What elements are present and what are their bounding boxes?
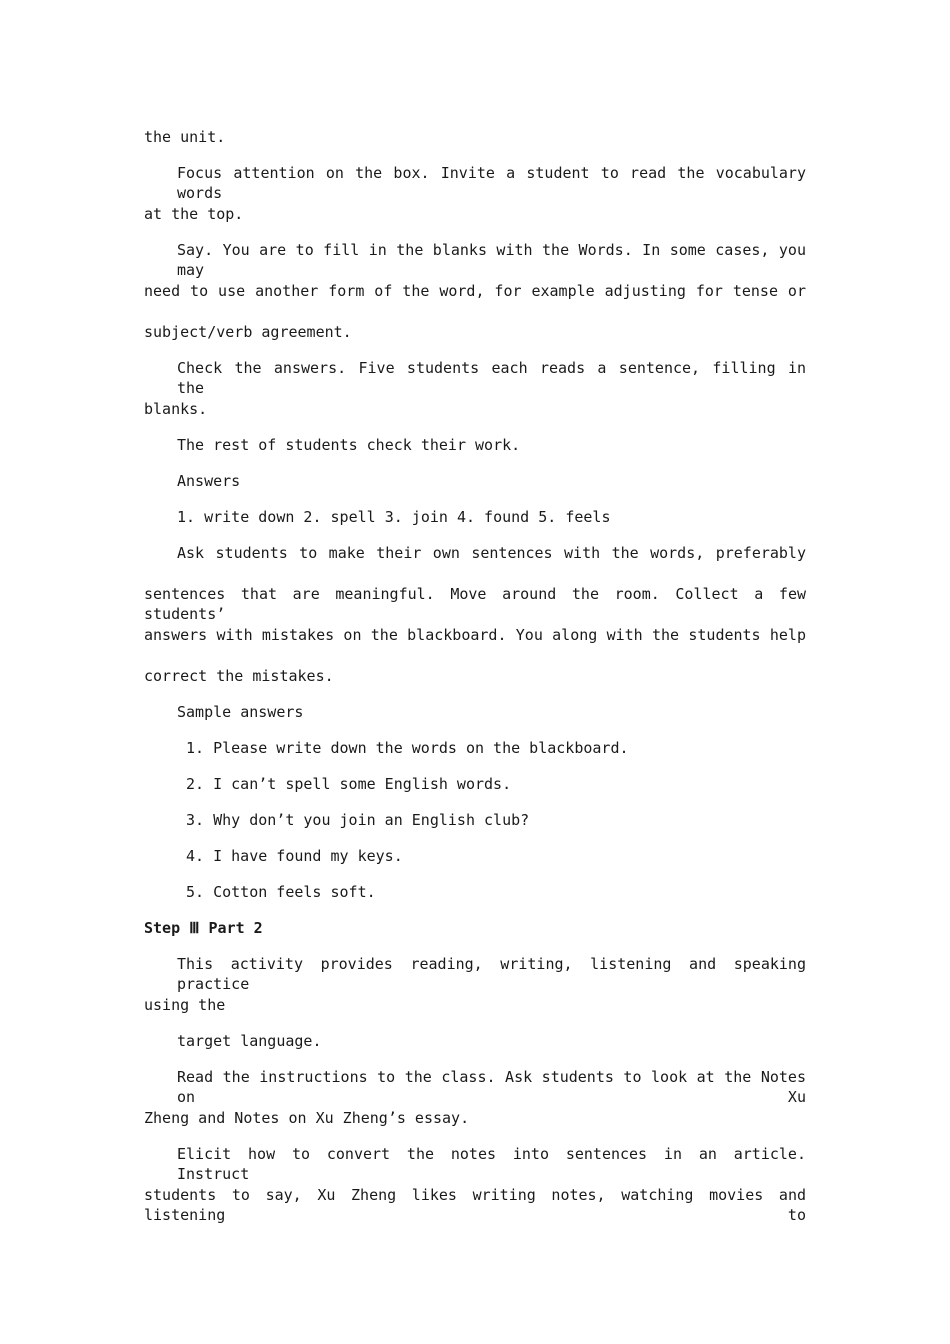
- answers-label: Answers: [177, 472, 241, 490]
- paragraph-line: Check the answers. Five students each reads a sentence, filling in the: [177, 359, 806, 397]
- text-line: target language.: [177, 1032, 322, 1050]
- text-line: using the: [144, 996, 226, 1014]
- answers-list: 1. write down 2. spell 3. join 4. found 5. feels: [177, 508, 611, 526]
- text-line: the unit.: [144, 128, 226, 146]
- paragraph-line: Read the instructions to the class. Ask students to look at the Notes on Xu: [177, 1068, 806, 1106]
- sample-answer-item: 2. I can’t spell some English words.: [186, 775, 512, 793]
- sample-answer-item: 3. Why don’t you join an English club?: [186, 811, 530, 829]
- paragraph-line: Focus attention on the box. Invite a student to read the vocabulary words: [177, 164, 806, 202]
- section-heading: Step Ⅲ Part 2: [144, 919, 263, 937]
- paragraph-line: Say. You are to fill in the blanks with the Words. In some cases, you may: [177, 241, 806, 279]
- text-line: subject/verb agreement.: [144, 323, 352, 341]
- sample-answer-item: 5. Cotton feels soft.: [186, 883, 376, 901]
- text-line: Zheng and Notes on Xu Zheng’s essay.: [144, 1109, 470, 1127]
- paragraph-line: answers with mistakes on the blackboard. You along with the students help: [144, 626, 806, 644]
- paragraph-line: This activity provides reading, writing, listening and speaking practice: [177, 955, 806, 993]
- sample-answers-label: Sample answers: [177, 703, 304, 721]
- paragraph-line: need to use another form of the word, for example adjusting for tense or: [144, 282, 806, 300]
- sample-answer-item: 4. I have found my keys.: [186, 847, 403, 865]
- paragraph-line: students to say, Xu Zheng likes writing notes, watching movies and listening to: [144, 1186, 806, 1224]
- paragraph-line: Elicit how to convert the notes into sentences in an article. Instruct: [177, 1145, 806, 1183]
- text-line: blanks.: [144, 400, 208, 418]
- text-line: correct the mistakes.: [144, 667, 334, 685]
- text-line: at the top.: [144, 205, 244, 223]
- paragraph-line: Ask students to make their own sentences with the words, preferably: [177, 544, 806, 562]
- text-line: The rest of students check their work.: [177, 436, 521, 454]
- paragraph-line: sentences that are meaningful. Move around the room. Collect a few students’: [144, 585, 806, 623]
- sample-answer-item: 1. Please write down the words on the blackboard.: [186, 739, 629, 757]
